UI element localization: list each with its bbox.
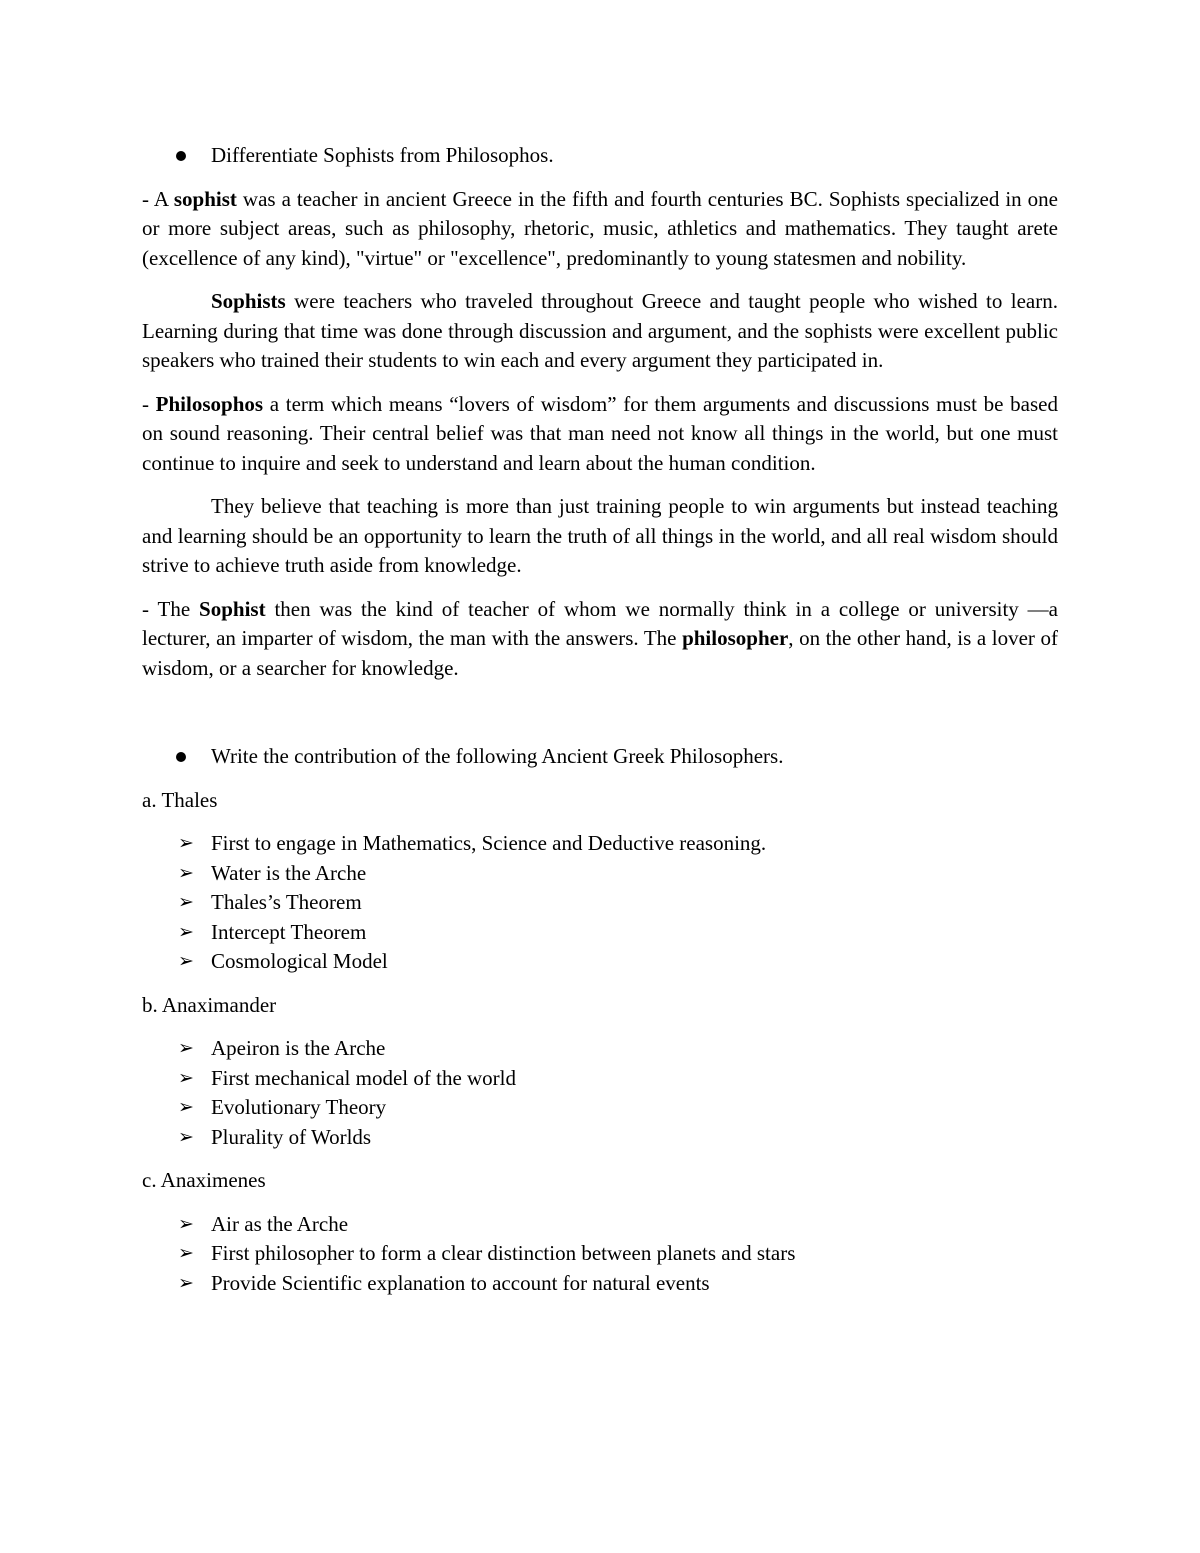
list-item-text: Apeiron is the Arche xyxy=(211,1036,386,1060)
philosopher-thales xyxy=(142,786,1058,977)
term-sophist: sophist xyxy=(173,186,237,211)
arrow-bullet-icon: ➢ xyxy=(178,891,194,913)
list-item xyxy=(142,1034,1058,1064)
question-1 xyxy=(142,141,1058,171)
arrow-bullet-icon: ➢ xyxy=(178,920,194,943)
list-item-text: Evolutionary Theory xyxy=(211,1095,387,1119)
term-philosophos: Philosophos xyxy=(155,391,264,416)
arrow-bullet-icon: ➢ xyxy=(178,1066,194,1089)
list-item-text: Water is the Arche xyxy=(211,860,367,885)
paragraph-text: was a teacher in ancient Greece in the fifth and fourth centuries BC. Sophists specialized in one or more subject areas, such as philosophy, rhetoric, music, athletics and mathematics. They taught arete (excellence of any kind), "virtue" or "excellence", predominantly to young statesmen and nobility. xyxy=(142,186,1058,270)
philosopher-heading: a. Thales xyxy=(142,787,218,812)
contribution-list xyxy=(142,1034,1058,1152)
list-item-text: First philosopher to form a clear distinction between planets and stars xyxy=(211,1241,796,1265)
philosopher-heading: c. Anaximenes xyxy=(142,1168,266,1192)
question-2-text: Write the contribution of the following Ancient Greek Philosophers. xyxy=(211,744,784,768)
list-item xyxy=(142,1239,1058,1269)
list-item-text: Thales’s Theorem xyxy=(211,890,362,914)
arrow-bullet-icon: ➢ xyxy=(178,1037,194,1059)
paragraph-lead: - A xyxy=(142,186,174,211)
paragraph-lead: - The xyxy=(142,596,200,621)
contribution-list xyxy=(142,829,1058,977)
list-item xyxy=(142,918,1058,948)
document-content xyxy=(142,141,1058,1312)
paragraph-philosophos-definition xyxy=(142,390,1058,479)
list-item xyxy=(142,1123,1058,1153)
spacer xyxy=(142,697,1058,742)
arrow-bullet-icon: ➢ xyxy=(178,1242,194,1264)
term-sophist: Sophist xyxy=(199,596,266,621)
philosopher-anaximenes xyxy=(142,1166,1058,1298)
arrow-bullet-icon: ➢ xyxy=(178,1125,194,1148)
paragraph-text: a term which means “lovers of wisdom” for them arguments and discussions must be based on sound reasoning. Their central belief was that man need not know all things in the world, but one must continue to inquire and seek to understand and learn about the human condition. xyxy=(142,391,1058,475)
term-philosopher: philosopher xyxy=(682,626,789,650)
bullet-dot-icon xyxy=(176,752,186,762)
arrow-bullet-icon: ➢ xyxy=(178,1212,194,1235)
paragraph-lead: - xyxy=(142,391,156,416)
list-item xyxy=(142,1064,1058,1094)
list-item-text: Air as the Arche xyxy=(211,1211,349,1236)
paragraph-text: They believe that teaching is more than just training people to win arguments but instead teaching and learning should be an opportunity to learn the truth of all things in the world, and all real wisdom should strive to achieve truth aside from knowledge. xyxy=(142,494,1058,577)
list-item-text: First to engage in Mathematics, Science and Deductive reasoning. xyxy=(211,831,767,855)
paragraph-sophist-definition xyxy=(142,185,1058,274)
paragraph-teaching-belief xyxy=(142,492,1058,581)
list-item-text: Cosmological Model xyxy=(211,949,388,973)
list-item xyxy=(142,859,1058,889)
list-item xyxy=(142,947,1058,977)
bullet-dot-icon xyxy=(176,151,186,161)
contribution-list xyxy=(142,1210,1058,1299)
list-item-text: Intercept Theorem xyxy=(211,919,367,944)
philosopher-heading: b. Anaximander xyxy=(142,992,277,1017)
arrow-bullet-icon: ➢ xyxy=(178,861,194,884)
list-item xyxy=(142,829,1058,859)
philosopher-anaximander xyxy=(142,991,1058,1153)
list-item-text: Provide Scientific explanation to account for natural events xyxy=(211,1270,710,1295)
list-item-text: First mechanical model of the world xyxy=(211,1065,517,1090)
list-item xyxy=(142,1093,1058,1123)
paragraph-sophists-teachers xyxy=(142,287,1058,376)
arrow-bullet-icon: ➢ xyxy=(178,1271,194,1294)
arrow-bullet-icon: ➢ xyxy=(178,950,194,972)
list-item xyxy=(142,1269,1058,1299)
term-sophists: Sophists xyxy=(211,289,286,313)
question-1-text: Differentiate Sophists from Philosophos. xyxy=(211,143,554,167)
arrow-bullet-icon: ➢ xyxy=(178,832,194,854)
question-2 xyxy=(142,742,1058,772)
paragraph-text: then was the kind of teacher of whom we normally think in a college or university —a lecturer, an imparter of wisdom, the man with the answers. The xyxy=(142,596,1059,650)
paragraph-text: were teachers who traveled throughout Greece and taught people who wished to learn. Learning during that time was done through discussion and argument, and the sophists were excellent public speakers who trained their students to win each and every argument they participated in. xyxy=(142,289,1058,372)
paragraph-sophist-vs-philosopher xyxy=(142,595,1058,684)
arrow-bullet-icon: ➢ xyxy=(178,1096,194,1118)
paragraph-text: , on the other hand, is a lover of wisdom, or a searcher for knowledge. xyxy=(142,626,1058,680)
list-item-text: Plurality of Worlds xyxy=(211,1124,372,1149)
list-item xyxy=(142,888,1058,918)
list-item xyxy=(142,1210,1058,1240)
